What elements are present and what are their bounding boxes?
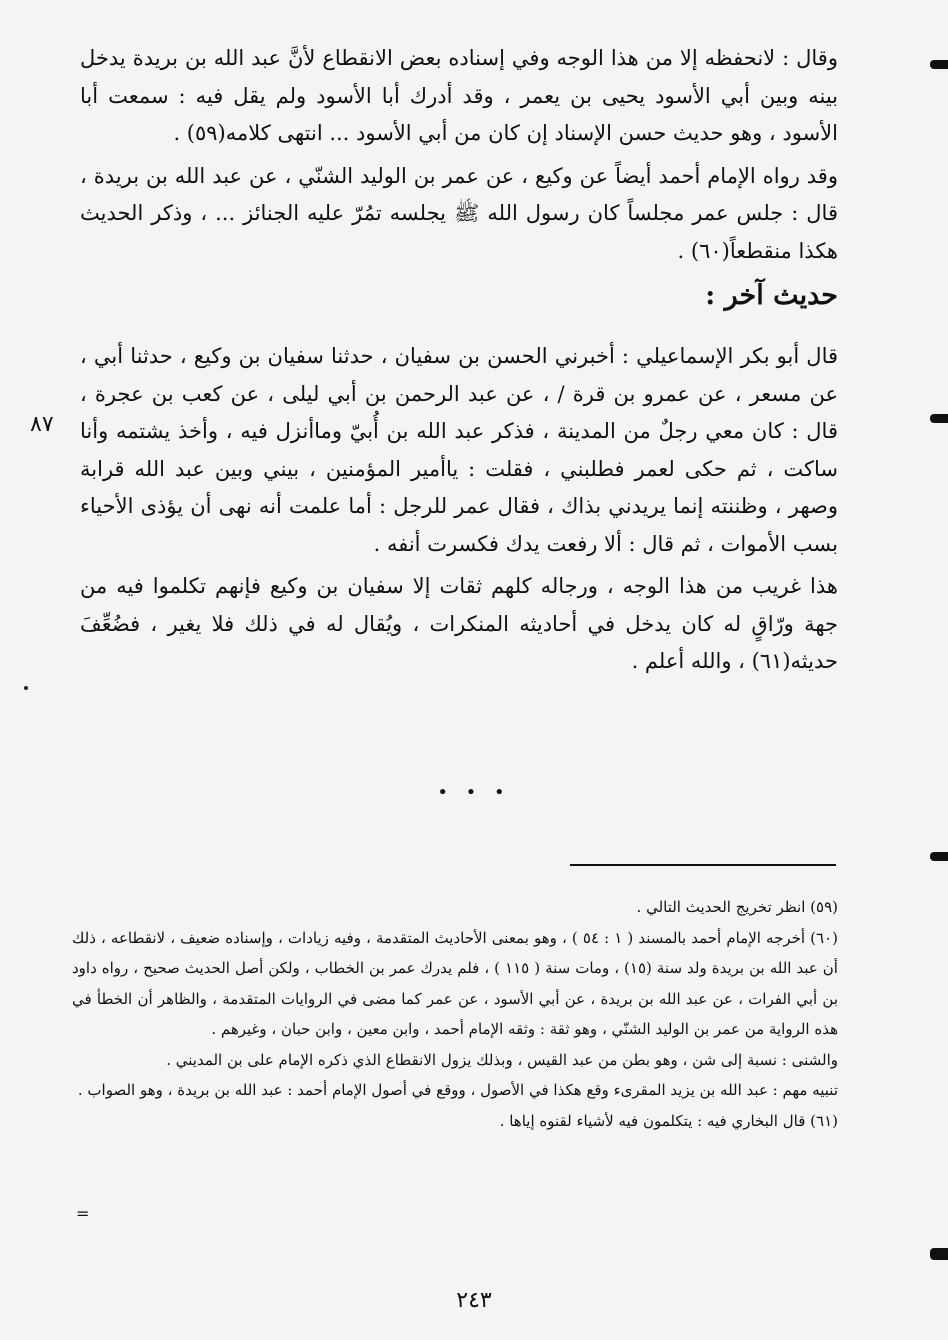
footnote-60-note-2: تنبيه مهم : عبد الله بن يزيد المقرىء وقع هكذا في الأصول ، ووقع في أصول الإمام أحمد : عبد الله بن بريدة ، وهو الصواب .: [77, 1081, 838, 1099]
footnote-60-note-1: والشنى : نسبة إلى شن ، وهو بطن من عبد القيس ، وبذلك يزول الانقطاع الذي ذكره الإمام على بن المديني .: [166, 1050, 838, 1069]
page-number: ٢٤٣: [456, 1288, 492, 1313]
margin-page-reference: ٨٧: [30, 412, 54, 437]
footnotes: [72, 892, 838, 1136]
continuation-mark: =: [76, 1204, 90, 1223]
paragraph-1: وقال : لانحفظه إلا من هذا الوجه وفي إسناده بعض الانقطاع لأنَّ عبد الله بن بريدة يدخل بينه وبين أبي الأسود يحيى بن يعمر ، وقد أدرك أبا الأسود ولم يقل فيه : سمعت أبا الأسود ، وهو حديث حسن الإسناد إن كان من أبي الأسود ... انتهى كلامه(٥٩) .: [80, 46, 838, 145]
paragraph-4: هذا غريب من هذا الوجه ، ورجاله كلهم ثقات إلا سفيان بن وكيع فإنهم تكلموا فيه من جهة ورّاقٍ له كان يدخل في أحاديثه المنكرات ، ويُقال له في ذلك فلا يغير ، فضُعِّفَ حديثه(٦١) ، والله أعلم .: [80, 574, 838, 673]
footnote-61: (٦١) قال البخاري فيه : يتكلمون فيه لأشياء لقنوه إياها .: [499, 1111, 838, 1130]
footnote-59: (٥٩) انظر تخريج الحديث التالي .: [636, 898, 838, 916]
paragraph-3: قال أبو بكر الإسماعيلي : أخبرني الحسن بن سفيان ، حدثنا سفيان بن وكيع ، حدثنا أبي ، عن مسعر ، عن عمرو بن قرة / ، عن عبد الرحمن بن أبي ليلى ، عن كعب بن عجرة ، قال : كان معي رجلٌ من المدينة ، فذكر عبد الله بن أُبيّ وماأنزل فيه ، وأخذ يشتمه وأنا ساكت ، ثم حكى لعمر فطلبني ، فقلت : ياأمير المؤمنين ، بيني وبين عبد الله قرابة وصهر ، وظننته إنما يريدني بذاك ، فقال عمر للرجل : أما علمت أنه نهى أن يؤذى الأحياء بسب الأموات ، ثم قال : ألا رفعت يدك فكسرت أنفه .: [80, 344, 838, 556]
scan-edge-mark: [930, 60, 948, 69]
scan-edge-mark: [930, 1248, 948, 1260]
section-heading: حديث آخر :: [705, 280, 838, 311]
scan-edge-mark: [930, 414, 948, 423]
paragraph-2: وقد رواه الإمام أحمد أيضاً عن وكيع ، عن عمر بن الوليد الشنّي ، عن عبد الله بن بريدة ، قال : جلس عمر مجلساً كان رسول الله ﷺ يجلسه تمُرّ عليه الجنائز ... ، وذكر الحديث هكذا منقطعاً(٦٠) .: [80, 163, 838, 263]
footnote-60: (٦٠) أخرجه الإمام أحمد بالمسند ( ١ : ٥٤ ) ، وهو بمعنى الأحاديث المتقدمة ، وفيه زيادات ، وإسناده ضعيف ، لانقطاعه ، ذلك أن عبد الله بن بريدة ولد سنة (١٥) ، ومات سنة ( ١١٥ ) ، فلم يدرك عمر بن الخطاب ، ولكن أصل الحديث صحيح ، رواه داود بن أبي الفرات ، عن عبد الله بن بريدة ، عن أبي الأسود ، عن عمر كما مضى في الروايات المتقدمة ، والظاهر أن الخطأ في هذه الرواية من عمر بن الوليد الشنّي ، وهو ثقة : وثقه الإمام أحمد ، وابن معين ، وابن حبان ، وغيرهم .: [72, 928, 838, 1038]
main-text: [80, 40, 838, 681]
footnote-rule: [570, 864, 836, 866]
section-separator: • • •: [437, 782, 511, 803]
margin-dot: [24, 686, 28, 690]
scan-edge-mark: [930, 852, 948, 861]
